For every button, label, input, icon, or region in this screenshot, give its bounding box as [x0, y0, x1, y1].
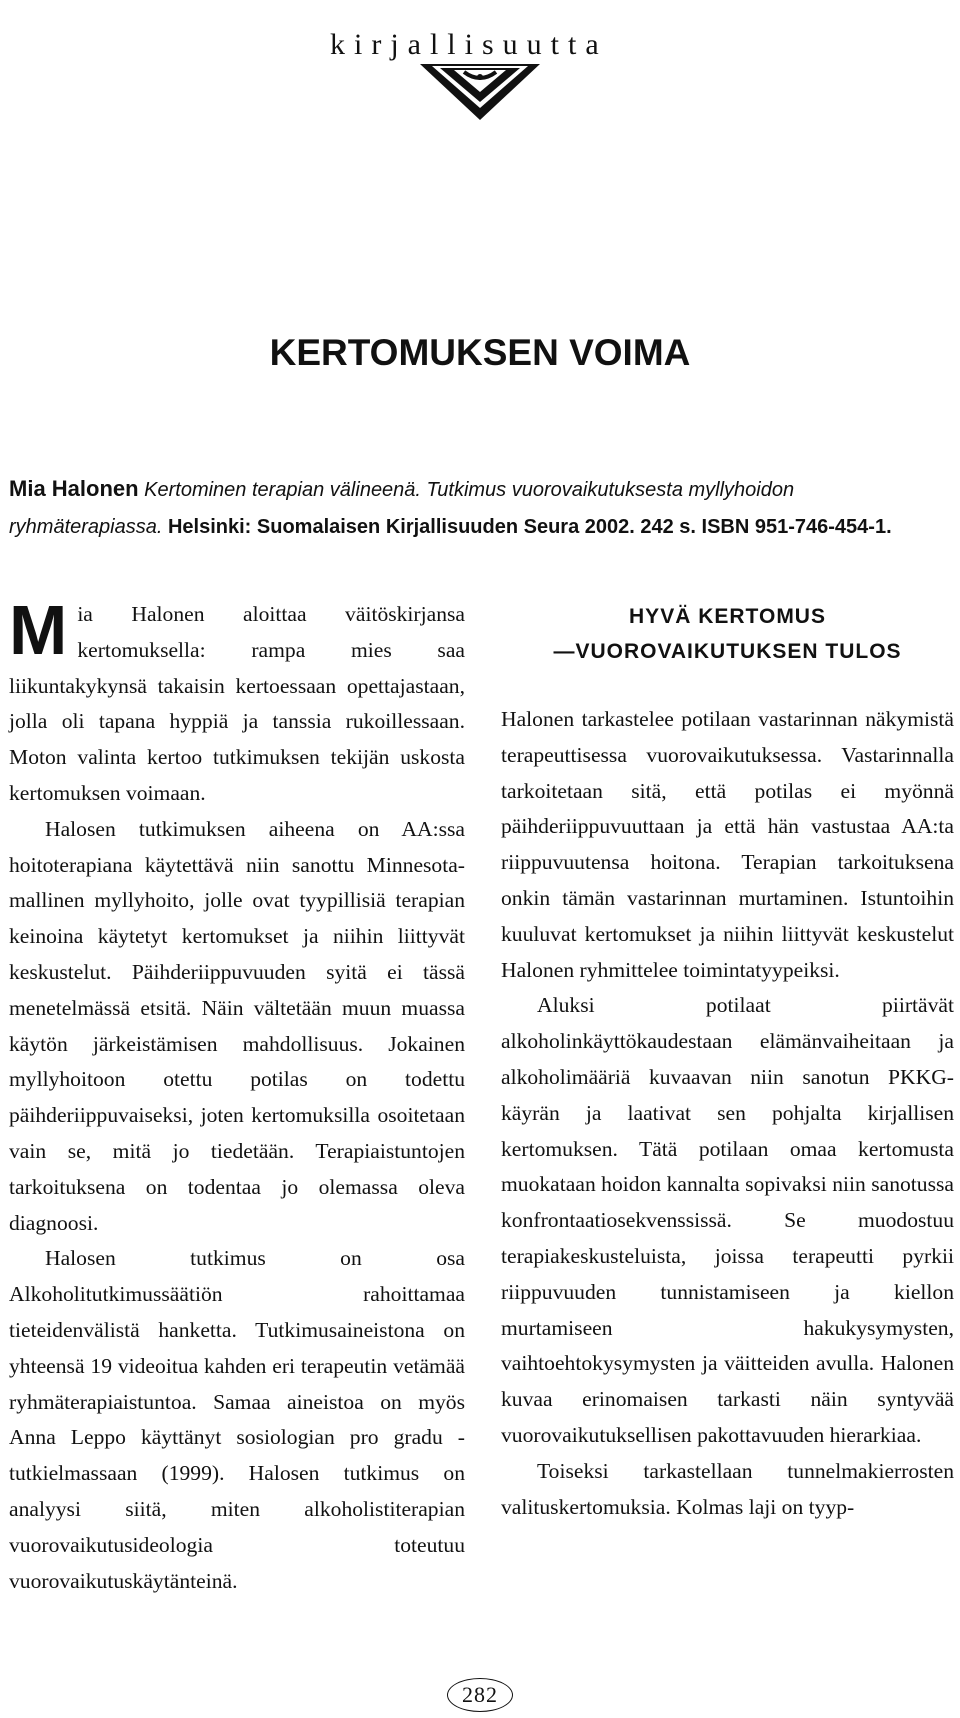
right-paragraph-1: Halonen tarkastelee potilaan vastarinnan näkymistä terapeuttisessa vuorovaikutuksessa. Vastarinnalla tarkoitetaan sitä, että potilas ei myönnä päihderiippuvuuttaan ja että hän vastustaa AA:ta riippuvuutensa hoitona. Terapian tarkoituksena onkin tämän vastarinnan murtaminen. Istuntoihin kuuluvat kertomukset ja niihin liittyvät keskustelut Halonen ryhmittelee toimintatyypeiksi.	[501, 707, 954, 982]
right-paragraph-2: Aluksi potilaat piirtävät alkoholinkäyttökaudestaan elämänvaiheitaan ja alkoholimääriä kuvaavan niin sanotun PKKG-käyrän ja laativat sen pohjalta kirjallisen kertomuksen. Tätä potilaan omaa kertomusta muokataan hoidon kannalta sopivaksi niin sanotussa konfrontaatiosekvenssissä. Se muodostuu terapiakeskusteluista, joissa terapeutti pyrkii riippuvuuden tunnistamiseen ja kiellon murtamiseen hakukysymysten, vaihtoehtokysymysten ja väitteiden avulla. Halonen kuvaa erinomaisen tarkasti näin syntyvää vuorovaikutuksellisen pakottavuuden hierarkiaa.	[501, 993, 954, 1447]
review-title: KERTOMUKSEN VOIMA	[269, 332, 691, 373]
subheading-line-2: —VUOROVAIKUTUKSEN TULOS	[553, 640, 902, 663]
triangle-emblem-icon	[418, 62, 542, 122]
left-paragraph-1	[9, 591, 465, 812]
page-number: 282	[447, 1678, 513, 1712]
left-paragraph-1-text: ia Halonen aloittaa väitöskirjansa kertomuksella: rampa mies saa liikuntakykynsä takaisin kertoessaan opettajastaan, jolla oli tapana hyppiä ja tanssia rukoillessaan. Moton valinta kertoo tutkimuksen tekijän uskosta kertomuksen voimaan.	[9, 602, 465, 805]
book-title: Kertominen terapian välineenä. Tutkimus vuorovaikutuksesta myllyhoidon ryhmäterapiassa.	[9, 479, 795, 538]
subheading-line-1: HYVÄ KERTOMUS	[629, 605, 826, 628]
right-column	[501, 599, 954, 1525]
left-paragraph-3: Halosen tutkimus on osa Alkoholitutkimussäätiön rahoittamaa tieteidenvälistä hanketta. Tutkimusaineistona on yhteensä 19 videoitua kahden eri terapeutin vetämää ryhmäterapiaistuntoa. Samaa aineistoa on myös Anna Leppo käyttänyt sosiologian pro gradu -tutkielmassaan (1999). Halosen tutkimus on analyysi siitä, miten alkoholistiterapian vuorovaikutusideologia toteutuu vuorovaikutuskäytänteinä.	[9, 1246, 465, 1593]
right-paragraph-3: Toiseksi tarkastellaan tunnelmakierrosten valituskertomuksia. Kolmas laji on tyyp-	[501, 1458, 954, 1519]
drop-cap: M	[9, 591, 68, 669]
bibliographic-reference	[9, 470, 949, 546]
left-paragraph-2: Halosen tutkimuksen aiheena on AA:ssa hoitoterapiana käytettävä niin sanottu Minnesota-mallinen myllyhoito, jolle ovat tyypillisiä terapian keinoina käytetyt kertomukset ja niihin liittyvät keskustelut. Päihderiippuvuuden syitä ei tässä menetelmässä etsitä. Näin vältetään muun muassa käytön järkeistämisen mahdollisuus. Jokainen myllyhoitoon otettu potilas on todettu päihderiippuvaiseksi, joten kertomuksilla osoitetaan vain se, mitä jo tiedetään. Terapiaistuntojen tarkoituksena on todentaa jo olemassa oleva diagnoosi.	[9, 816, 465, 1235]
left-column	[9, 591, 465, 1599]
section-header-word: kirjallisuutta	[330, 28, 608, 61]
publication-info: Helsinki: Suomalaisen Kirjallisuuden Seura 2002. 242 s. ISBN 951-746-454-1.	[167, 516, 892, 538]
section-subheading	[501, 599, 954, 669]
book-author: Mia Halonen	[9, 476, 139, 501]
